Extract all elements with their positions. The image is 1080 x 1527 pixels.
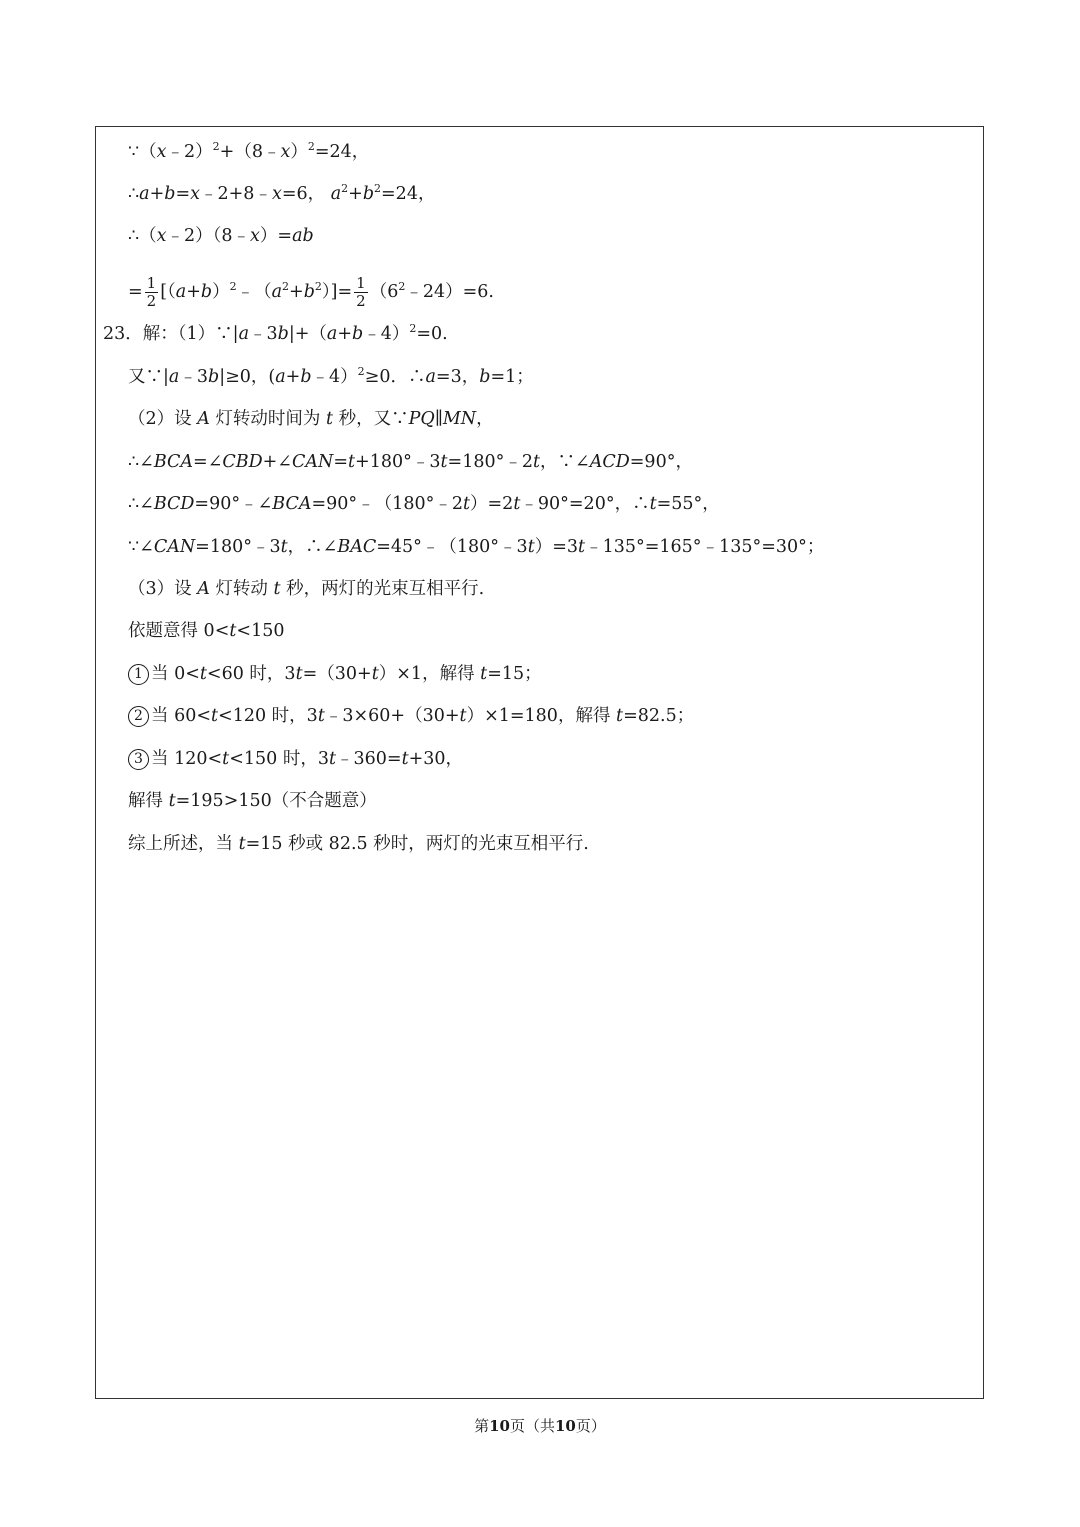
solution-line: = $\frac{1}{2}$ $[(a+b)^2﹣(a^2+b^2)]=$ $\frac{1}{2}$ $(6^2﹣24)=6$.	[128, 274, 494, 310]
q23-case-line: 3 当 120<t<150 时，3t﹣360=t+30，	[128, 747, 463, 771]
q23-line: ∴∠BCD=90°﹣∠BCA=90°﹣（180°﹣2t）=2t﹣90°=20°，∴t=55°，	[128, 494, 720, 514]
fraction-half: $\frac{1}{2}$	[146, 274, 157, 310]
solution-line: ∴（x﹣2）（8﹣x）=ab	[128, 226, 314, 246]
q23-line: 依题意得 0<t<150	[128, 621, 285, 641]
q23-line: 23．解：（1）∵|a﹣3b|+（a+b﹣4）$^2$=0.	[103, 322, 448, 344]
total-pages: 10	[555, 1417, 576, 1435]
circled-number: 3	[128, 749, 149, 770]
q23-line: ∵∠CAN=180°﹣3t，∴∠BAC=45°﹣（180°﹣3t）=3t﹣135°=165°﹣135°=30°；	[128, 537, 825, 557]
q23-line: （3）设 A 灯转动 t 秒，两灯的光束互相平行.	[128, 579, 485, 599]
q23-line: （2）设 A 灯转动时间为 t 秒，又∵PQ∥MN，	[128, 409, 494, 429]
solution-line: ∴a+b=x﹣2+8﹣x=6， $a^2+b^2=24$，	[128, 182, 436, 204]
circled-number: 1	[128, 664, 149, 685]
q23-case-line: 1 当 0<t<60 时，3t=（30+t）×1，解得 t=15；	[128, 662, 542, 686]
fraction-half: $\frac{1}{2}$	[356, 274, 366, 310]
page-number: 10	[489, 1417, 510, 1435]
page-footer: 第10页（共10页）	[474, 1417, 606, 1435]
solution-line: ∵（x﹣2）$^2$+（8﹣x）$^2$=24，	[128, 140, 370, 162]
q23-conclusion: 综上所述，当 t=15 秒或 82.5 秒时，两灯的光束互相平行.	[128, 834, 589, 854]
q23-line: 又∵|a﹣3b|≥0，(a+b﹣4）$^2$≥0．∴a=3，b=1；	[128, 365, 534, 387]
q23-line: ∴∠BCA=∠CBD+∠CAN=t+180°﹣3t=180°﹣2t，∵∠ACD=90°，	[128, 452, 693, 472]
q23-line: 解得 t=195>150（不合题意）	[128, 791, 377, 811]
circled-number: 2	[128, 706, 149, 727]
q23-case-line: 2 当 60<t<120 时，3t﹣3×60+（30+t）×1=180，解得 t=82.5；	[128, 704, 694, 728]
